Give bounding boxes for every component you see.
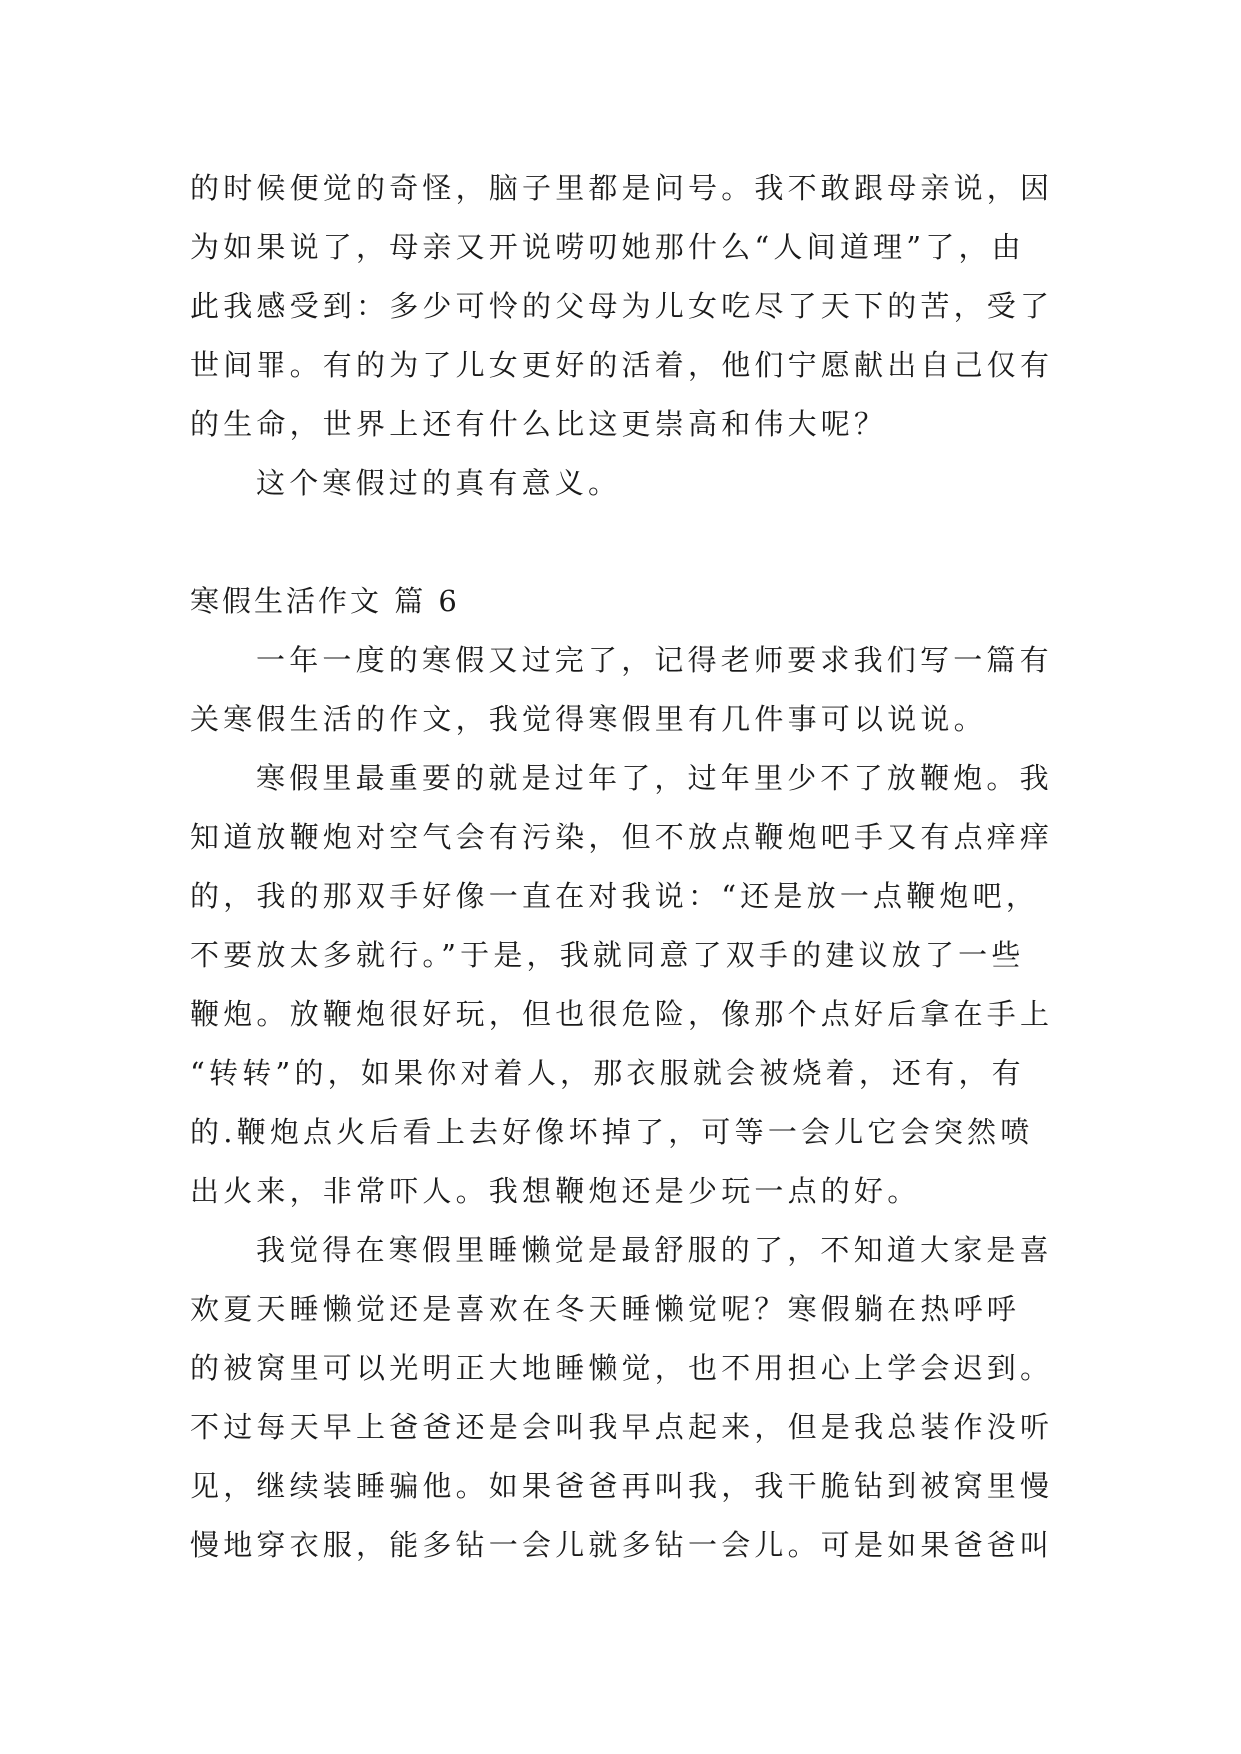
text-line: 鞭炮。放鞭炮很好玩，但也很危险，像那个点好后拿在手上 <box>190 997 1054 1031</box>
text-line: 世间罪。有的为了儿女更好的活着，他们宁愿献出自己仅有 <box>190 348 1054 382</box>
text-line: 不过每天早上爸爸还是会叫我早点起来，但是我总装作没听 <box>190 1410 1054 1444</box>
text-line: 此我感受到：多少可怜的父母为儿女吃尽了天下的苦，受了 <box>190 289 1054 323</box>
text-line: 这个寒假过的真有意义。 <box>256 466 622 500</box>
text-line: 慢地穿衣服，能多钻一会儿就多钻一会儿。可是如果爸爸叫 <box>190 1528 1054 1562</box>
text-line: 为如果说了，母亲又开说唠叨她那什么“人间道理”了，由 <box>190 230 1025 264</box>
text-line: 出火来，非常吓人。我想鞭炮还是少玩一点的好。 <box>190 1174 921 1208</box>
text-line: 寒假里最重要的就是过年了，过年里少不了放鞭炮。我 <box>256 761 1053 795</box>
text-line: 关寒假生活的作文，我觉得寒假里有几件事可以说说。 <box>190 702 987 736</box>
text-line: 的生命，世界上还有什么比这更崇高和伟大呢？ <box>190 407 888 441</box>
text-line: 知道放鞭炮对空气会有污染，但不放点鞭炮吧手又有点痒痒 <box>190 820 1054 854</box>
text-line: 一年一度的寒假又过完了，记得老师要求我们写一篇有 <box>256 643 1053 677</box>
text-line: 的.鞭炮点火后看上去好像坏掉了，可等一会儿它会突然喷 <box>190 1115 1034 1149</box>
text-line: 的，我的那双手好像一直在对我说：“还是放一点鞭炮吧， <box>190 879 1040 913</box>
text-line: 见，继续装睡骗他。如果爸爸再叫我，我干脆钻到被窝里慢 <box>190 1469 1054 1503</box>
section-heading: 寒假生活作文 篇 6 <box>190 584 460 618</box>
text-line: 欢夏天睡懒觉还是喜欢在冬天睡懒觉呢？寒假躺在热呼呼 <box>190 1292 1021 1326</box>
text-line: 不要放太多就行。”于是，我就同意了双手的建议放了一些 <box>190 938 1025 972</box>
text-line: 的被窝里可以光明正大地睡懒觉，也不用担心上学会迟到。 <box>190 1351 1054 1385</box>
text-line: “转转”的，如果你对着人，那衣服就会被烧着，还有，有 <box>190 1056 1025 1090</box>
text-line: 我觉得在寒假里睡懒觉是最舒服的了，不知道大家是喜 <box>256 1233 1053 1267</box>
text-line: 的时候便觉的奇怪，脑子里都是问号。我不敢跟母亲说，因 <box>190 171 1054 205</box>
